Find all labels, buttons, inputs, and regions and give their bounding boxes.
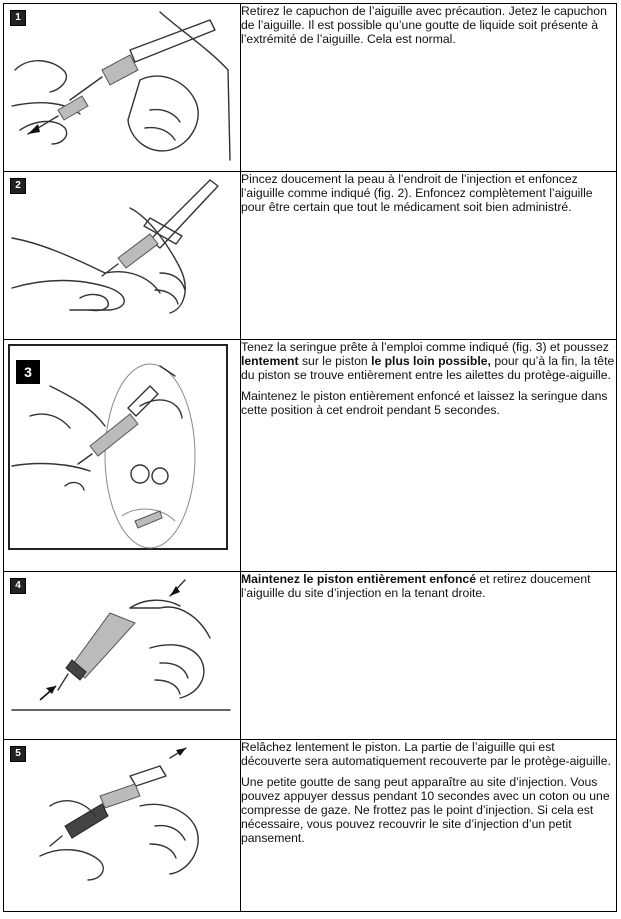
instruction-text: Une petite goutte de sang peut apparaître au site d’injection. Vous pouvez appuyer dessus pendant 10 secondes avec un coton ou une compresse de gaze. Ne frottez pas le point d’injection. Si cela est nécessaire, vous pouvez recouvrir le site d’injection d’un petit pansement. — [241, 775, 610, 845]
step-row-3 — [4, 340, 617, 572]
step-number-badge-4: 4 — [10, 578, 26, 594]
step-text-4 — [241, 572, 617, 740]
step-row-4 — [4, 572, 617, 740]
step-row-1 — [4, 4, 617, 172]
instruction-text: et retirez doucement l’aiguille du site d’injection en la tenant droite. — [241, 572, 591, 600]
emphasized-text: lentement — [241, 354, 299, 368]
insert-needle-illustration — [10, 178, 234, 334]
instruction-text: sur le piston — [298, 354, 372, 368]
step-text-2 — [241, 172, 617, 340]
instruction-paragraph — [241, 775, 616, 845]
step-text-1 — [241, 4, 617, 172]
instruction-paragraph — [241, 740, 616, 768]
release-plunger-illustration — [10, 746, 234, 906]
step-illustration-4 — [4, 572, 241, 740]
step-number-badge-3: 3 — [16, 360, 40, 384]
instruction-text: Tenez la seringue prête à l’emploi comme indiqué (fig. 3) et poussez — [241, 340, 609, 354]
instruction-paragraph — [241, 340, 616, 382]
instruction-paragraph — [241, 572, 616, 600]
step-illustration-1 — [4, 4, 241, 172]
step-row-2 — [4, 172, 617, 340]
step-text-5 — [241, 740, 617, 912]
steps-table — [3, 3, 617, 912]
push-plunger-illustration — [10, 346, 234, 556]
instruction-text: Maintenez le piston entièrement enfoncé et laissez la seringue dans cette position à cet endroit pendant 5 secondes. — [241, 389, 608, 417]
step-text-3 — [241, 340, 617, 572]
instruction-paragraph — [241, 389, 616, 417]
emphasized-text: Maintenez le piston entièrement enfoncé — [241, 572, 476, 586]
step-row-5 — [4, 740, 617, 912]
step-number-badge-1: 1 — [10, 10, 26, 26]
remove-needle-cap-illustration — [10, 10, 234, 166]
step-number-badge-5: 5 — [10, 746, 26, 762]
step-illustration-3 — [4, 340, 241, 572]
instruction-text: pour qu’à la fin, la tête du piston se trouve entièrement entre les ailettes du protège-aiguille. — [241, 354, 615, 382]
instruction-paragraph — [241, 4, 616, 46]
step-illustration-2 — [4, 172, 241, 340]
step-illustration-5 — [4, 740, 241, 912]
withdraw-needle-illustration — [10, 578, 234, 718]
step-number-badge-2: 2 — [10, 178, 26, 194]
emphasized-text: le plus loin possible, — [371, 354, 491, 368]
instruction-paragraph — [241, 172, 616, 214]
instruction-text: Relâchez lentement le piston. La partie de l’aiguille qui est découverte sera automatiquement recouverte par le protège-aiguille. — [241, 740, 611, 768]
instruction-text: Retirez le capuchon de l’aiguille avec précaution. Jetez le capuchon de l’aiguille. Il est possible qu’une goutte de liquide soit présente à l’extrémité de l’aiguille. Cela est normal. — [241, 4, 607, 46]
instruction-text: Pincez doucement la peau à l’endroit de l’injection et enfoncez l’aiguille comme indiqué (fig. 2). Enfoncez complètement l’aiguille pour être certain que tout le médicament soit bien administré. — [241, 172, 593, 214]
